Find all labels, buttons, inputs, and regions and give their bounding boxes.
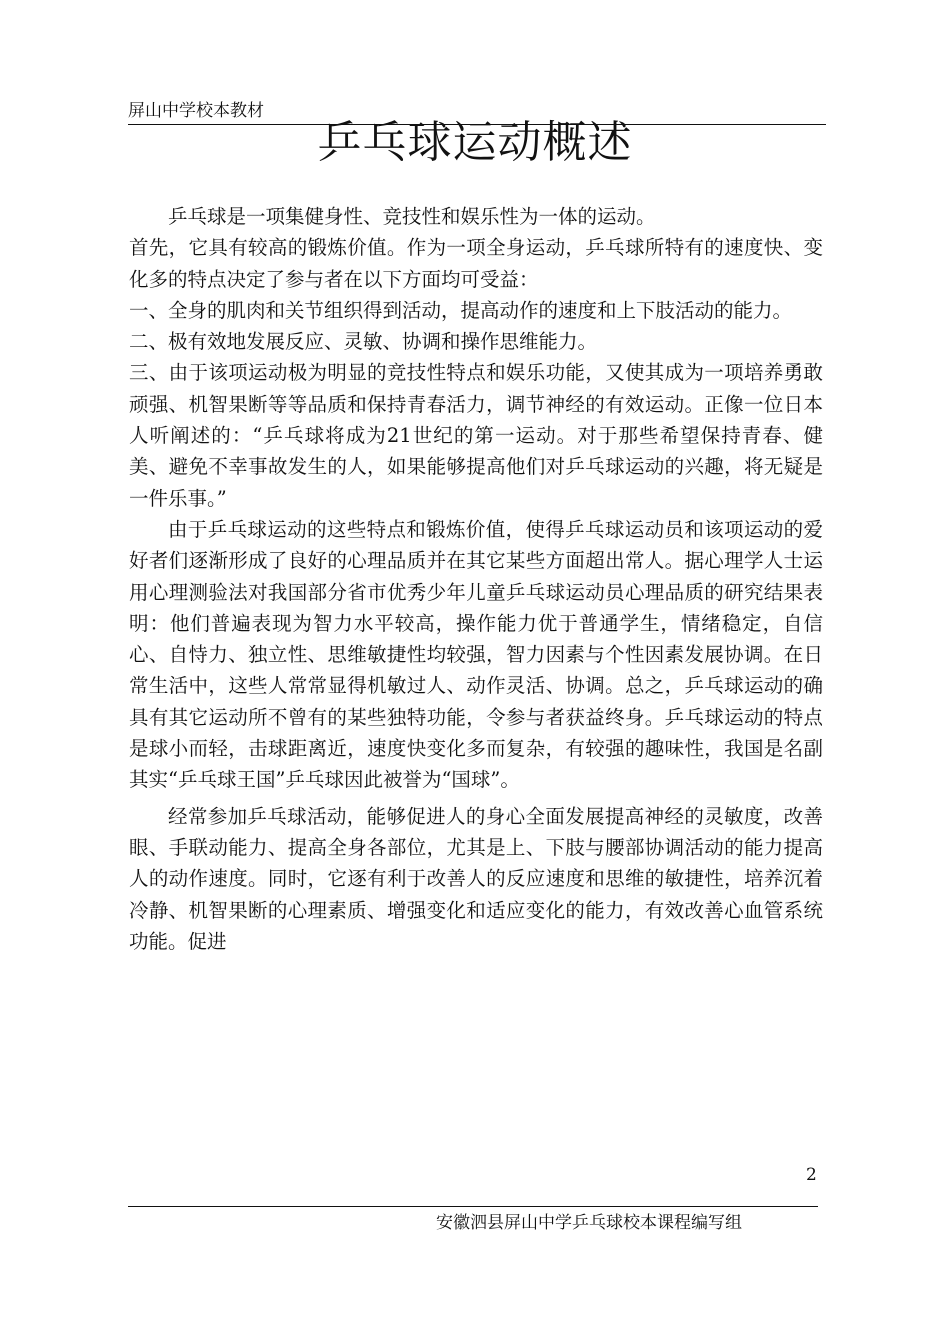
page-title: 乒乓球运动概述 xyxy=(317,117,633,168)
footer-label: 安徽泗县屏山中学乒乓球校本课程编写组 xyxy=(436,1213,742,1233)
paragraph-benefits: 经常参加乒乓球活动，能够促进人的身心全面发展提高神经的灵敏度，改善眼、手联动能力、提高全身各部位，尤其是上、下肢与腰部协调活动的能力提高人的动作速度。同时，它逐有利于改善人的反应速度和思维的敏捷性，培养沉着冷静、机智果断的心理素质、增强变化和适应变化的能力，有效改善心血管系统功能。促进 xyxy=(129,804,823,953)
header-label: 屏山中学校本教材 xyxy=(128,101,264,121)
paragraph-first-value: 首先，它具有较高的锻炼价值。作为一项全身运动，乒乓球所特有的速度快、变化多的特点决定了参与者在以下方面均可受益： xyxy=(129,236,823,291)
paragraph-psychology: 由于乒乓球运动的这些特点和锻炼价值，使得乒乓球运动员和该项运动的爱好者们逐渐形成了良好的心理品质并在其它某些方面超出常人。据心理学人士运用心理测验法对我国部分省市优秀少年儿童乒乓球运动员心理品质的研究结果表明：他们普遍表现为智力水平较高，操作能力优于普通学生，情绪稳定，自信心、自恃力、独立性、思维敏捷性均较强，智力因素与个性因素发展协调。在日常生活中，这些人常常显得机敏过人、动作灵活、协调。总之，乒乓球运动的确具有其它运动所不曾有的某些独特功能，令参与者获益终身。乒乓球运动的特点是球小而轻，击球距离近，速度快变化多而复杂，有较强的趣味性，我国是名副其实“乒乓球王国”乒乓球因此被誉为“国球”。 xyxy=(129,517,823,792)
paragraph-point-2: 二、极有效地发展反应、灵敏、协调和操作思维能力。 xyxy=(129,330,598,354)
footer-rule xyxy=(128,1206,818,1207)
paragraph-point-1: 一、全身的肌肉和关节组织得到活动，提高动作的速度和上下肢活动的能力。 xyxy=(129,298,793,322)
page-number: 2 xyxy=(806,1165,817,1185)
paragraph-point-3: 三、由于该项运动极为明显的竞技性特点和娱乐功能，又使其成为一项培养勇敢顽强、机智果断等等品质和保持青春活力，调节神经的有效运动。正像一位日本人听阐述的：“乒乓球将成为21世纪的第一运动。对于那些希望保持青春、健美、避免不幸事故发生的人，如果能够提高他们对乒乓球运动的兴趣，将无疑是一件乐事。” xyxy=(129,361,823,510)
paragraph-intro: 乒乓球是一项集健身性、竞技性和娱乐性为一体的运动。 xyxy=(168,205,656,228)
body-text xyxy=(129,201,823,957)
